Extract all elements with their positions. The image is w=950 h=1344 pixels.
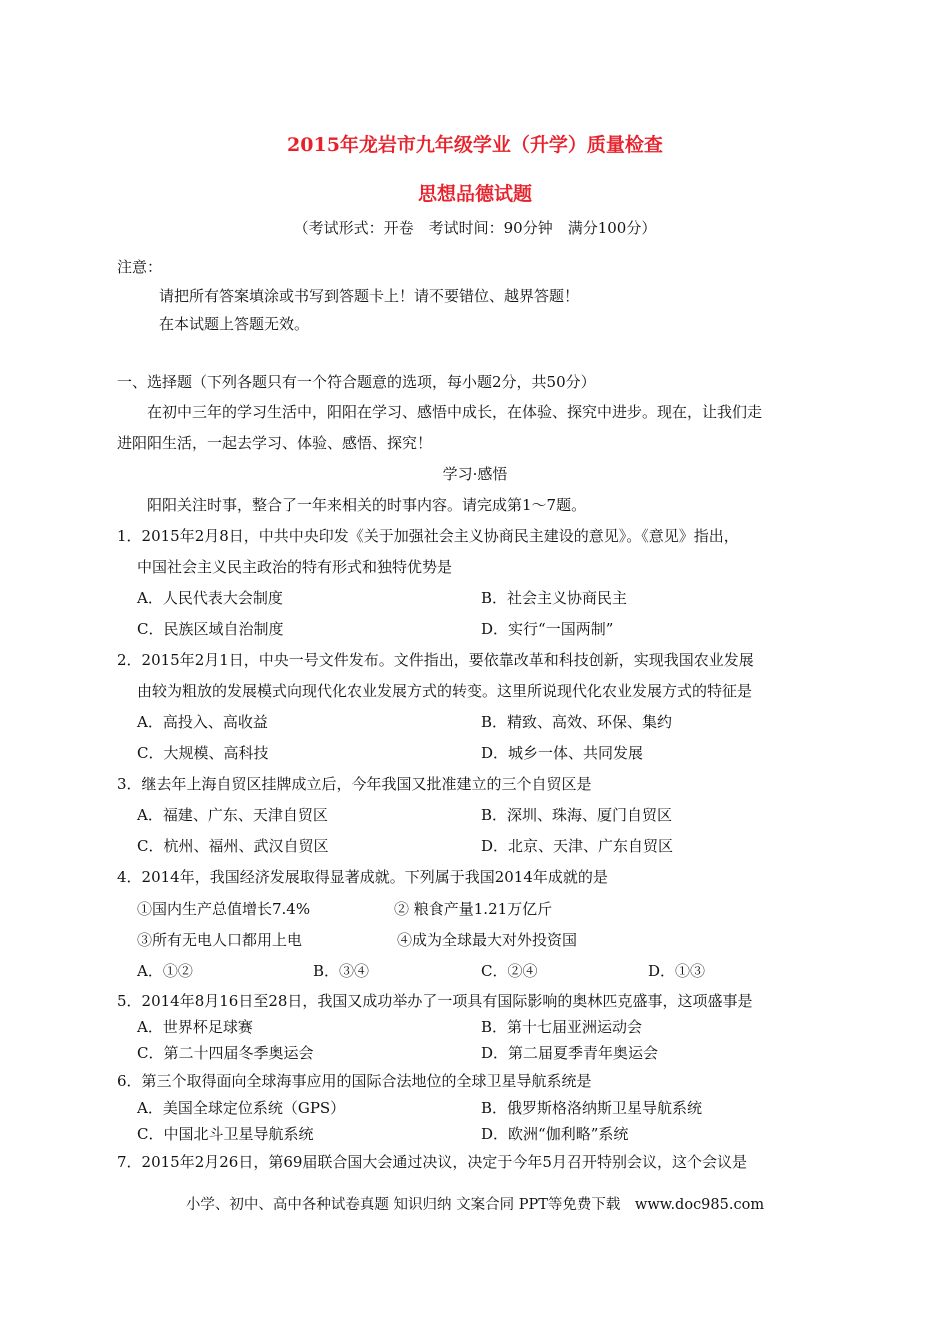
question-4-item-4: ④成为全球最大对外投资国 — [397, 931, 578, 949]
question-6-option-b: B．俄罗斯格洛纳斯卫星导航系统 — [481, 1099, 703, 1117]
question-6-option-a: A．美国全球定位系统（GPS） — [137, 1099, 346, 1117]
question-3-option-c: C．杭州、福州、武汉自贸区 — [137, 837, 329, 855]
page-title: 2015年龙岩市九年级学业（升学）质量检查 — [287, 134, 663, 156]
question-4-line-1: 4．2014年，我国经济发展取得显著成就。下列属于我国2014年成就的是 — [117, 868, 608, 886]
question-4-item-2: ② 粮食产量1.21万亿斤 — [394, 900, 553, 918]
sub-intro: 阳阳关注时事，整合了一年来相关的时事内容。请完成第1～7题。 — [147, 496, 587, 514]
question-1-line-2: 中国社会主义民主政治的特有形式和独特优势是 — [137, 558, 453, 576]
sub-heading: 学习·感悟 — [442, 465, 508, 483]
question-1-option-c: C．民族区域自治制度 — [137, 620, 284, 638]
question-1-line-1: 1．2015年2月8日，中共中央印发《关于加强社会主义协商民主建设的意见》。《意见》指出， — [117, 527, 739, 545]
question-2-option-a: A．高投入、高收益 — [137, 713, 268, 731]
question-4-option-c: C．②④ — [481, 962, 538, 980]
section-intro-line-1: 在初中三年的学习生活中，阳阳在学习、感悟中成长，在体验、探究中进步。现在，让我们走 — [147, 403, 763, 421]
question-5-option-d: D．第二届夏季青年奥运会 — [481, 1044, 659, 1062]
question-6-option-c: C．中国北斗卫星导航系统 — [137, 1125, 314, 1143]
exam-info: （考试形式：开卷 考试时间：90分钟 满分100分） — [293, 219, 657, 237]
question-5-option-b: B．第十七届亚洲运动会 — [481, 1018, 643, 1036]
question-5-option-c: C．第二十四届冬季奥运会 — [137, 1044, 314, 1062]
question-4-item-3: ③所有无电人口都用上电 — [137, 931, 303, 949]
question-7-line-1: 7．2015年2月26日，第69届联合国大会通过决议，决定于今年5月召开特别会议，这个会议是 — [117, 1153, 747, 1171]
question-2-option-b: B．精致、高效、环保、集约 — [481, 713, 673, 731]
question-3-option-d: D．北京、天津、广东自贸区 — [481, 837, 674, 855]
question-6-option-d: D．欧洲“伽利略”系统 — [481, 1125, 629, 1143]
page-subtitle: 思想品德试题 — [417, 183, 532, 205]
question-3-line-1: 3．继去年上海自贸区挂牌成立后，今年我国又批准建立的三个自贸区是 — [117, 775, 592, 793]
question-4-option-a: A．①② — [137, 962, 193, 980]
question-2-line-1: 2．2015年2月1日，中央一号文件发布。文件指出，要依靠改革和科技创新，实现我国农业发展 — [117, 651, 754, 669]
question-5-line-1: 5．2014年8月16日至28日，我国又成功举办了一项具有国际影响的奥林匹克盛事，这项盛事是 — [117, 992, 753, 1010]
question-1-option-d: D．实行“一国两制” — [481, 620, 614, 638]
notice-line-2: 在本试题上答题无效。 — [159, 315, 310, 333]
question-2-option-d: D．城乡一体、共同发展 — [481, 744, 644, 762]
notice-label: 注意： — [117, 258, 163, 276]
question-3-option-b: B．深圳、珠海、厦门自贸区 — [481, 806, 673, 824]
question-2-line-2: 由较为粗放的发展模式向现代化农业发展方式的转变。这里所说现代化农业发展方式的特征是 — [137, 682, 753, 700]
question-3-option-a: A．福建、广东、天津自贸区 — [137, 806, 328, 824]
question-6-line-1: 6．第三个取得面向全球海事应用的国际合法地位的全球卫星导航系统是 — [117, 1072, 592, 1090]
section-intro-line-2: 进阳阳生活，一起去学习、体验、感悟、探究！ — [117, 434, 433, 452]
question-4-option-b: B．③④ — [313, 962, 370, 980]
question-4-option-d: D．①③ — [648, 962, 706, 980]
question-5-option-a: A．世界杯足球赛 — [137, 1018, 253, 1036]
question-2-option-c: C．大规模、高科技 — [137, 744, 269, 762]
footer-text: 小学、初中、高中各种试卷真题 知识归纳 文案合同 PPT等免费下载 www.doc985.com — [185, 1197, 765, 1213]
question-1-option-b: B．社会主义协商民主 — [481, 589, 628, 607]
question-4-item-1: ①国内生产总值增长7.4% — [137, 900, 311, 918]
question-1-option-a: A．人民代表大会制度 — [137, 589, 283, 607]
notice-line-1: 请把所有答案填涂或书写到答题卡上！请不要错位、越界答题！ — [159, 287, 580, 305]
section-heading: 一、选择题（下列各题只有一个符合题意的选项，每小题2分，共50分） — [117, 373, 596, 391]
